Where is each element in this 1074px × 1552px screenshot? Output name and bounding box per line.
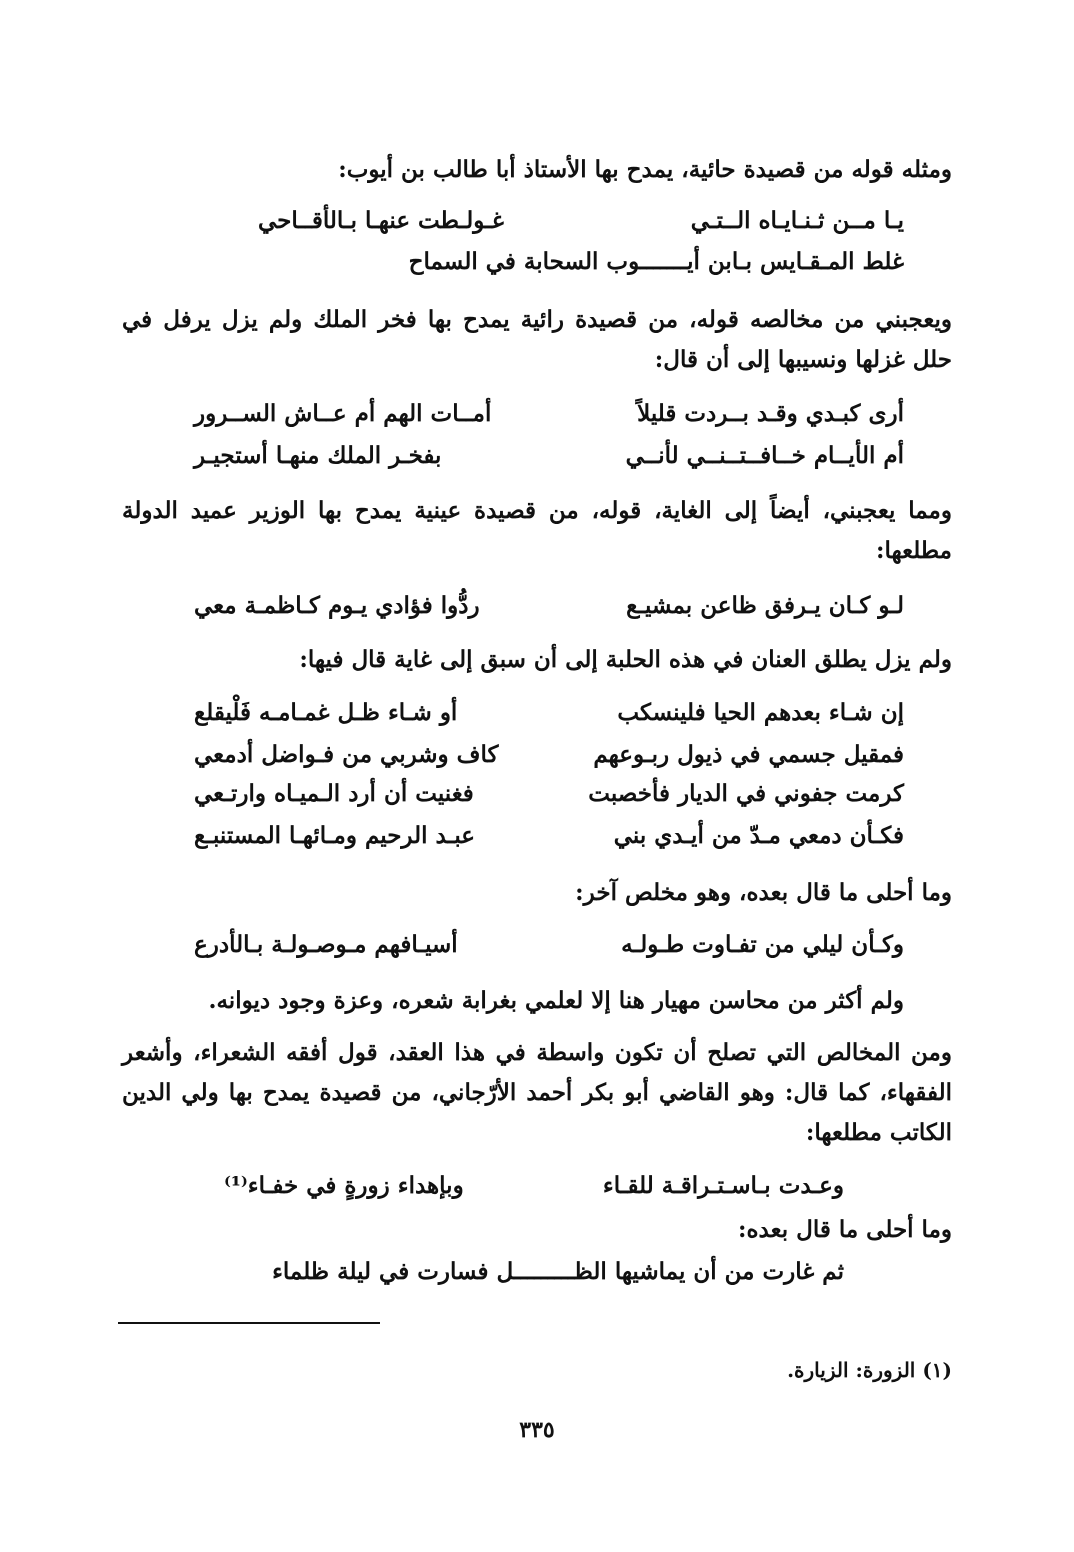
- verse-second-hemistich: ردُّوا فؤادي يـوم كـاظمـة معي: [194, 592, 480, 619]
- verse-line-8: [174, 774, 904, 814]
- verse-second-hemistich: أمــات الهم أم عــاش الســرور: [194, 400, 492, 427]
- verse-first-hemistich: إن شـاء بعدهم الحيا فلينسكب: [617, 699, 904, 726]
- verse-first-hemistich: كرمت جفوني في الديار فأخصبت: [588, 780, 904, 807]
- verse-line-3: [174, 394, 904, 434]
- page-number: ٣٣٥: [519, 1417, 555, 1443]
- verse-line-12: [224, 1252, 844, 1292]
- verse-line-1: [174, 201, 904, 241]
- footnote-separator: [118, 1322, 380, 1324]
- verse-line-9: [174, 816, 904, 856]
- verse-second-hemistich: بفخـر الملك منهـا أستجيـر: [194, 442, 442, 469]
- verse-first-hemistich: فكـأن دمعي مـدّ من أيـدي بني: [613, 822, 904, 849]
- verse-first-hemistich: وعـدت بـاسـتـراقـة للقـاء: [602, 1172, 844, 1199]
- paragraph-halba: ولم يزل يطلق العنان في هذه الحلبة إلى أن سبق إلى غاية قال فيها:: [299, 646, 952, 673]
- verse-line-10: [174, 925, 904, 965]
- paragraph-amid-al-dawla: ومما يعجبني، أيضاً إلى الغاية، قوله، من قصيدة عينية يمدح بها الوزير عميد الدولة مطلعها:: [122, 497, 952, 564]
- paragraph-another-makhlas: وما أحلى ما قال بعده، وهو مخلص آخر:: [575, 879, 952, 906]
- paragraph-arrajani: ومن المخالص التي تصلح أن تكون واسطة في هذا العقد، قول أفقه الشعراء، وأشعر الفقهاء، كما قال: وهو القاضي أبو بكر أحمد الأرّجاني، من قصيدة يمدح بها ولي الدين الكاتب مطلعها:: [122, 1039, 952, 1146]
- verse-second-hemistich: غـولـطت عنهـا بـالأقــاحي: [258, 207, 504, 234]
- paragraph-after-it: وما أحلى ما قال بعده:: [737, 1216, 952, 1243]
- verse-line-5: [174, 586, 904, 626]
- verse-line-4: [174, 436, 904, 476]
- verse-second-hemistich: أو شـاء ظـل غمـامـه فَلْيقلع: [194, 699, 458, 726]
- verse-first-hemistich: وكـأن ليلي من تفـاوت طـولـه: [621, 931, 904, 958]
- paragraph-intro-haiya: ومثله قوله من قصيدة حائية، يمدح بها الأستاذ أبا طالب بن أيوب:: [338, 156, 952, 183]
- verse-full-line: ثم غارت من أن يماشيها الظـــــــــل فسارت في ليلة ظلماء: [272, 1258, 844, 1285]
- paragraph-fakhr-al-mulk: ويعجبني من مخالصه قوله، من قصيدة رائية يمدح بها فخر الملك ولم يزل يرفل في حلل غزلها ونسيبها إلى أن قال:: [122, 306, 952, 373]
- verse-line-11: [224, 1166, 844, 1206]
- footnote: (١) الزورة: الزيارة.: [787, 1358, 952, 1382]
- verse-second-hemistich: عبـد الرحيم ومـائهـا المستنبـع: [194, 822, 475, 849]
- paragraph-mihyar-note: ولم أكثر من محاسن مهيار هنا إلا لعلمي بغرابة شعره، وعزة وجود ديوانه.: [208, 987, 904, 1014]
- verse-full-line: غلط المـقـايس بـابن أيـــــــوب السحابة في السماح: [408, 248, 904, 275]
- verse-first-hemistich: يـا مــن ثـنـايـاه الــتـي: [690, 207, 904, 234]
- verse-second-hemistich: كاف وشربي من فـواضل أدمعي: [194, 741, 499, 768]
- verse-second-hemistich: وبإهداء زورةٍ في خفـاء⁽¹⁾: [224, 1172, 464, 1199]
- verse-second-hemistich: فغنيت أن أرد الـميـاه وارتـعي: [194, 780, 474, 807]
- verse-line-6: [174, 693, 904, 733]
- verse-first-hemistich: لـو كـان يـرفق ظاعن بمشيـع: [626, 592, 904, 619]
- verse-second-hemistich: أسيـافهم مـوصـولـة بـالأدرع: [194, 931, 458, 958]
- verse-line-2: [174, 242, 904, 282]
- verse-first-hemistich: فمقيل جسمي في ذيول ربـوعهم: [593, 741, 904, 768]
- verse-line-7: [174, 735, 904, 775]
- verse-first-hemistich: أم الأيــام خــافــتــنــي لأنــي: [625, 442, 904, 469]
- verse-first-hemistich: أرى كبـدي وقـد بــردت قليلاً: [637, 400, 904, 427]
